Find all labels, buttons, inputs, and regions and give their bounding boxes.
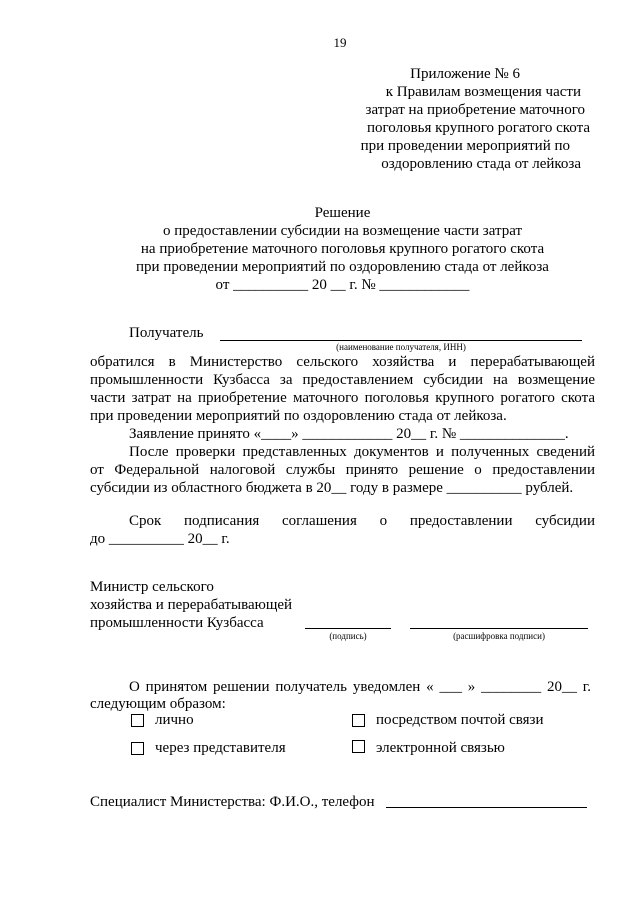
recipient-label: Получатель bbox=[129, 325, 204, 341]
document-heading: Решение bbox=[314, 205, 371, 221]
appendix-title: Приложение № 6 bbox=[410, 66, 520, 82]
deadline-date-line: до __________ 20__ г. bbox=[90, 531, 230, 547]
body-line: промышленности Кузбасса за предоставлением субсидии на возмещение bbox=[90, 372, 595, 388]
deadline-line: Срок подписания соглашения о предоставлении субсидии bbox=[129, 513, 595, 529]
postal-option-label: посредством почтой связи bbox=[376, 712, 544, 728]
signature-field-line[interactable] bbox=[305, 628, 391, 629]
title-line: о предоставлении субсидии на возмещение части затрат bbox=[162, 223, 523, 239]
body-line: при проведении мероприятий по оздоровлению стада от лейкоза. bbox=[90, 408, 507, 424]
appendix-line: к Правилам возмещения части bbox=[385, 84, 581, 100]
application-accepted-line: Заявление принято «____» ____________ 20__ г. № ______________. bbox=[129, 426, 569, 442]
minister-title-line: промышленности Кузбасса bbox=[90, 615, 264, 631]
appendix-line: поголовья крупного рогатого скота bbox=[366, 120, 590, 136]
body-line: После проверки представленных документов и полученных сведений bbox=[129, 444, 595, 460]
title-date-number-line: от __________ 20 __ г. № ____________ bbox=[215, 277, 470, 293]
title-line: при проведении мероприятий по оздоровлению стада от лейкоза bbox=[136, 259, 549, 275]
signature-decode-field-line[interactable] bbox=[410, 628, 588, 629]
minister-title-line: Министр сельского bbox=[90, 579, 214, 595]
body-line: обратился в Министерство сельского хозяйства и перерабатывающей bbox=[90, 354, 595, 370]
appendix-line: оздоровлению стада от лейкоза bbox=[381, 156, 581, 172]
electronic-option-label: электронной связью bbox=[376, 740, 505, 756]
representative-checkbox[interactable] bbox=[131, 742, 144, 755]
recipient-field-line[interactable] bbox=[220, 340, 582, 341]
specialist-label: Специалист Министерства: Ф.И.О., телефон bbox=[90, 794, 375, 810]
subsidy-amount-line: субсидии из областного бюджета в 20__ году в размере __________ рублей. bbox=[90, 480, 574, 496]
body-line: части затрат на приобретение маточного поголовья крупного рогатого скота bbox=[90, 390, 595, 406]
in-person-option-label: лично bbox=[155, 712, 194, 728]
body-line: от Федеральной налоговой службы принято решение о предоставлении bbox=[90, 462, 595, 478]
notice-method-label: следующим образом: bbox=[90, 696, 226, 712]
signature-caption: (подпись) bbox=[329, 631, 367, 641]
electronic-checkbox[interactable] bbox=[352, 740, 365, 753]
notice-line: О принятом решении получатель уведомлен « ___ » ________ 20__ г. bbox=[129, 679, 591, 695]
signature-decode-caption: (расшифровка подписи) bbox=[453, 631, 545, 641]
minister-title-line: хозяйства и перерабатывающей bbox=[90, 597, 293, 613]
in-person-checkbox[interactable] bbox=[131, 714, 144, 727]
specialist-field-line[interactable] bbox=[386, 807, 587, 808]
appendix-line: затрат на приобретение маточного bbox=[365, 102, 585, 118]
page-number: 19 bbox=[333, 35, 347, 50]
recipient-caption: (наименование получателя, ИНН) bbox=[336, 342, 466, 352]
appendix-line: при проведении мероприятий по bbox=[360, 138, 570, 154]
representative-option-label: через представителя bbox=[155, 740, 286, 756]
postal-checkbox[interactable] bbox=[352, 714, 365, 727]
title-line: на приобретение маточного поголовья крупного рогатого скота bbox=[140, 241, 545, 257]
